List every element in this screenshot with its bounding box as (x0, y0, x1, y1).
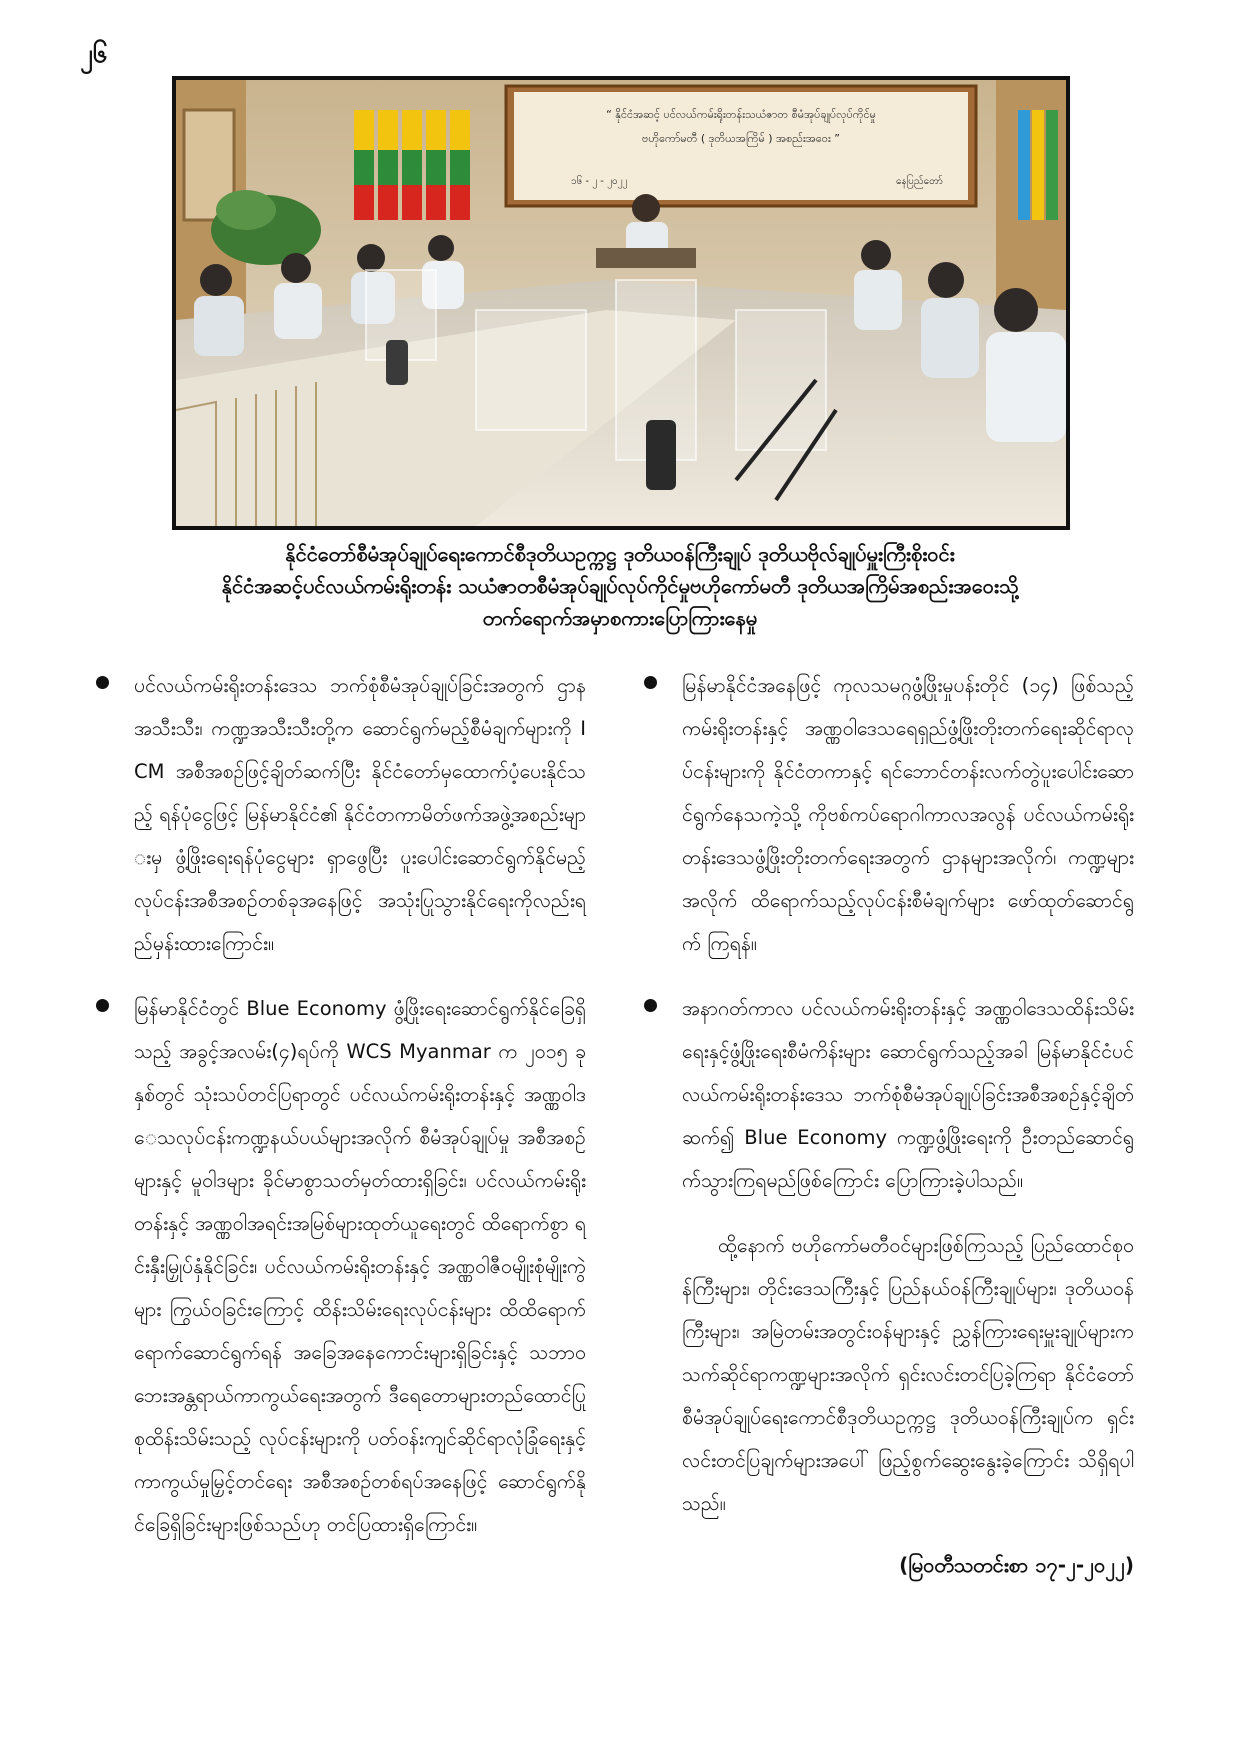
banner-date: ၁၆ - ၂ - ၂၀၂၂ (571, 176, 628, 187)
right-column (644, 664, 1134, 1585)
bullet-icon (644, 999, 657, 1012)
flags-right (1018, 110, 1058, 220)
bullet-item (644, 987, 1134, 1202)
left-column (96, 664, 586, 1568)
bullet-text: အနာဂတ်ကာလ ပင်လယ်ကမ်းရိုးတန်းနှင့် အဏ္ဏဝါဒေသထိန်းသိမ်းရေးနှင့်ဖွံ့ဖြိုးရေးစီမံကိန်းများ ဆောင်ရွက်သည့်အခါ မြန်မာနိုင်ငံပင်လယ်ကမ်းရိုးတန်းဒေသ ဘက်စုံစီမံအုပ်ချုပ်ခြင်းအစီအစဉ်နှင့်ချိတ်ဆက်၍ Blue Economy ကဏ္ဍဖွံ့ဖြိုးရေးကို ဦးတည်ဆောင်ရွက်သွားကြရမည်ဖြစ်ကြောင်း ပြောကြားခဲ့ပါသည်။ (682, 997, 1134, 1192)
caption-line-1: နိုင်ငံတော်စီမံအုပ်ချုပ်ရေးကောင်စီဒုတိယဥက္ကဋ္ဌ ဒုတိယဝန်ကြီးချုပ် ဒုတိယဗိုလ်ချုပ်မှူးကြီးစိုးဝင်း (285, 542, 955, 566)
meeting-photo (172, 76, 1070, 530)
banner-title-line1: “ နိုင်ငံအဆင့် ပင်လယ်ကမ်းရိုးတန်းသယံဇာတ စီမံအုပ်ချုပ်လုပ်ကိုင်မှု (606, 108, 876, 121)
caption-line-3: တက်ရောက်အမှာစကားပြောကြားနေမှု (482, 606, 758, 630)
page-number: ၂၆ (80, 39, 108, 69)
bullet-icon (96, 999, 109, 1012)
banner-place: နေပြည်တော် (896, 176, 943, 187)
bullet-item (644, 664, 1134, 965)
flags-left (354, 110, 470, 220)
bullet-text: မြန်မာနိုင်ငံတွင် Blue Economy ဖွံ့ဖြိုးရေးဆောင်ရွက်နိုင်ခြေရှိသည့် အခွင့်အလမ်း(၄)ရပ်ကို WCS Myanmar က ၂၀၁၅ ခုနှစ်တွင် သုံးသပ်တင်ပြရာတွင် ပင်လယ်ကမ်းရိုးတန်းနှင့် အဏ္ဏဝါဒေသလုပ်ငန်းကဏ္ဍနယ်ပယ်များအလိုက် စီမံအုပ်ချုပ်မှု အစီအစဉ်များနှင့် မူဝါဒများ ခိုင်မာစွာသတ်မှတ်ထားရှိခြင်း၊ ပင်လယ်ကမ်းရိုးတန်းနှင့် အဏ္ဏဝါအရင်းအမြစ်များထုတ်ယူရေးတွင် ထိရောက်စွာ ရင်းနှီးမြှုပ်နှံနိုင်ခြင်း၊ ပင်လယ်ကမ်းရိုးတန်းနှင့် အဏ္ဏဝါဇီဝမျိုးစုံမျိုးကွဲများ ကြွယ်ဝခြင်းကြောင့် ထိန်းသိမ်းရေးလုပ်ငန်းများ ထိထိရောက်ရောက်ဆောင်ရွက်ရန် အခြေအနေကောင်းများရှိခြင်းနှင့် သဘာဝဘေးအန္တရာယ်ကာကွယ်ရေးအတွက် ဒီရေတောများတည်ထောင်ပြုစုထိန်းသိမ်းသည့် လုပ်ငန်းများကို ပတ်ဝန်းကျင်ဆိုင်ရာလုံခြုံရေးနှင့် ကာကွယ်မှုမြှင့်တင်ရေး အစီအစဉ်တစ်ရပ်အနေဖြင့် ဆောင်ရွက်နိုင်ခြေရှိခြင်းများဖြစ်သည်ဟု တင်ပြထားရှိကြောင်း။ (134, 997, 586, 1536)
bullet-text: မြန်မာနိုင်ငံအနေဖြင့် ကုလသမဂ္ဂဖွံ့ဖြိုးမှုပန်းတိုင် (၁၄) ဖြစ်သည့် ကမ်းရိုးတန်းနှင့် အဏ္ဏဝါဒေသရေရှည်ဖွံ့ဖြိုးတိုးတက်ရေးဆိုင်ရာလုပ်ငန်းများကို နိုင်ငံတကာနှင့် ရင်ဘောင်တန်းလက်တွဲပူးပေါင်းဆောင်ရွက်နေသကဲ့သို့ ကိုဗစ်ကပ်ရောဂါကာလအလွန် ပင်လယ်ကမ်းရိုးတန်းဒေသဖွံ့ဖြိုးတိုးတက်ရေးအတွက် ဌာနများအလိုက်၊ ကဏ္ဍများအလိုက် ထိရောက်သည့်လုပ်ငန်းစီမံချက်များ ဖော်ထုတ်ဆောင်ရွက် ကြရန်။ (682, 674, 1134, 955)
photo-caption (150, 538, 1090, 634)
caption-line-2: နိုင်ငံအဆင့်ပင်လယ်ကမ်းရိုးတန်း သယံဇာတစီမံအုပ်ချုပ်လုပ်ကိုင်မှုဗဟိုကော်မတီ ဒုတိယအကြိမ်အစည်းအဝေးသို့ (221, 574, 1019, 598)
banner-title-line2: ဗဟိုကော်မတီ ( ဒုတိယအကြိမ် ) အစည်းအဝေး ” (642, 132, 840, 145)
meeting-photo-illustration (176, 80, 1066, 526)
bullet-item (96, 987, 586, 1546)
closing-paragraph: ထို့နောက် ဗဟိုကော်မတီဝင်များဖြစ်ကြသည့် ပြည်ထောင်စုဝန်ကြီးများ၊ တိုင်းဒေသကြီးနှင့် ပြည်နယ်ဝန်ကြီးချုပ်များ၊ ဒုတိယဝန်ကြီးများ၊ အမြဲတမ်းအတွင်းဝန်များနှင့် ညွှန်ကြားရေးမှူးချုပ်များက သက်ဆိုင်ရာကဏ္ဍများအလိုက် ရှင်းလင်းတင်ပြခဲ့ကြရာ နိုင်ငံတော်စီမံအုပ်ချုပ်ရေးကောင်စီဒုတိယဥက္ကဋ္ဌ ဒုတိယဝန်ကြီးချုပ်က ရှင်းလင်းတင်ပြချက်များအပေါ် ဖြည့်စွက်ဆွေးနွေးခဲ့ကြောင်း သိရှိရပါသည်။ (682, 1234, 1134, 1515)
bullet-icon (644, 676, 657, 689)
bullet-text: ပင်လယ်ကမ်းရိုးတန်းဒေသ ဘက်စုံစီမံအုပ်ချုပ်ခြင်းအတွက် ဌာနအသီးသီး၊ ကဏ္ဍအသီးသီးတို့က ဆောင်ရွက်မည့်စီမံချက်များကို ICM အစီအစဉ်ဖြင့်ချိတ်ဆက်ပြီး နိုင်ငံတော်မှထောက်ပံ့ပေးနိုင်သည့် ရန်ပုံငွေဖြင့် မြန်မာနိုင်ငံ၏ နိုင်ငံတကာမိတ်ဖက်အဖွဲ့အစည်းများမှ ဖွံ့ဖြိုးရေးရန်ပုံငွေများ ရှာဖွေပြီး ပူးပေါင်းဆောင်ရွက်နိုင်မည့် လုပ်ငန်းအစီအစဉ်တစ်ခုအနေဖြင့် အသုံးပြုသွားနိုင်ရေးကိုလည်းရည်မှန်းထားကြောင်း။ (134, 674, 586, 955)
bullet-item (96, 664, 586, 965)
source-citation: (မြဝတီသတင်းစာ ၁၇-၂-၂၀၂၂) (899, 1552, 1134, 1577)
bullet-icon (96, 676, 109, 689)
